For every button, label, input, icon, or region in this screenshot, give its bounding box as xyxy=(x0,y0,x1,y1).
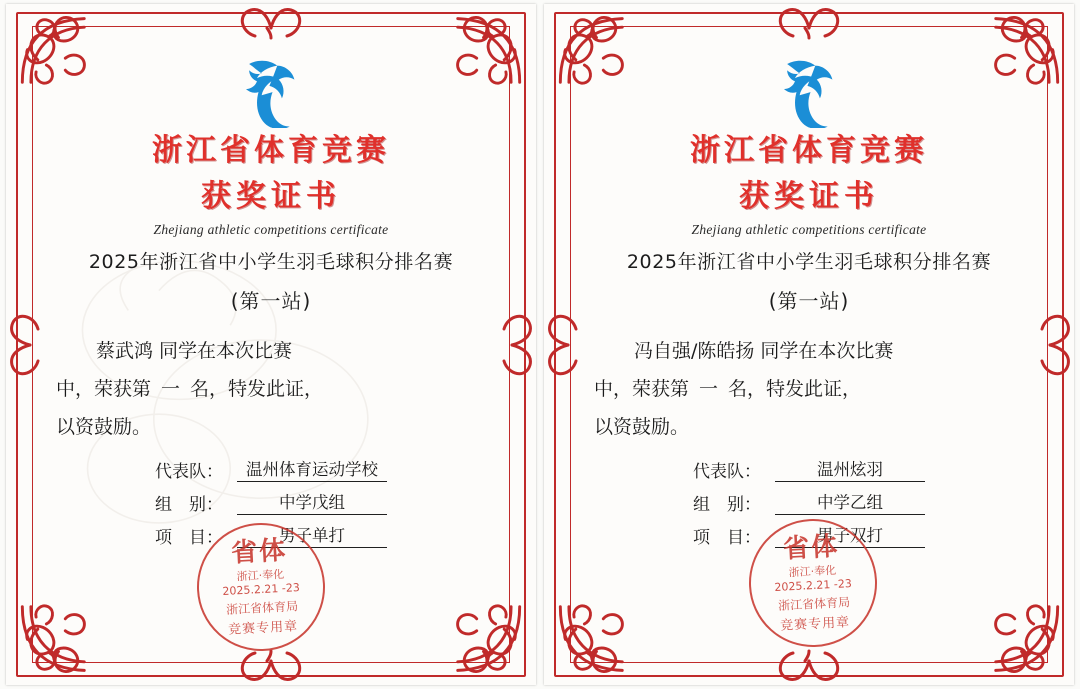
field-label-team: 代表队： xyxy=(155,461,223,482)
award-body xyxy=(40,332,502,446)
field-row xyxy=(693,489,925,515)
seal-organization: 浙江省体育局 xyxy=(225,599,299,617)
seal-purpose: 竞赛专用章 xyxy=(227,619,299,638)
certificate-left xyxy=(6,4,536,685)
award-line-1 xyxy=(56,332,486,370)
field-value-event: 男子单打 xyxy=(237,522,387,548)
award-line-2-prefix: 中，荣获第 xyxy=(594,377,690,400)
award-line-2-suffix: 名，特发此证， xyxy=(728,377,862,400)
title-english: Zhejiang athletic competitions certificate xyxy=(691,221,927,237)
award-rank: 一 xyxy=(161,377,181,400)
award-line-2-prefix: 中，荣获第 xyxy=(56,377,152,400)
field-value-team: 温州体育运动学校 xyxy=(237,456,387,482)
field-value-group: 中学乙组 xyxy=(775,489,925,515)
field-value-event: 男子双打 xyxy=(775,522,925,548)
award-rank: 一 xyxy=(699,377,719,400)
seal-location: 浙江·奉化 xyxy=(788,563,837,580)
recipient-name: 蔡武鸿 xyxy=(96,339,154,362)
event-station: (第一站) xyxy=(230,288,312,313)
award-line-2 xyxy=(56,370,486,408)
seal-organization: 浙江省体育局 xyxy=(777,595,851,613)
field-label-team: 代表队： xyxy=(693,461,761,482)
edge-ornament-icon xyxy=(1038,285,1072,405)
field-value-team: 温州炫羽 xyxy=(775,456,925,482)
field-value-group: 中学戊组 xyxy=(237,489,387,515)
award-body xyxy=(578,332,1040,446)
edge-ornament-icon xyxy=(546,285,580,405)
badminton-bird-logo-icon xyxy=(232,50,310,128)
award-line-1 xyxy=(594,332,1024,370)
title-english: Zhejiang athletic competitions certificate xyxy=(153,221,389,237)
seal-center-text: 省体 xyxy=(230,535,288,569)
event-name: 2025年浙江省中小学生羽毛球积分排名赛 xyxy=(626,250,992,273)
seal-purpose: 竞赛专用章 xyxy=(779,615,851,634)
field-label-group: 组 别： xyxy=(693,494,761,515)
badminton-bird-logo-icon xyxy=(770,50,848,128)
edge-ornament-icon xyxy=(500,285,534,405)
award-line-1-suffix: 同学在本次比赛 xyxy=(760,339,894,362)
award-line-2 xyxy=(594,370,1024,408)
page-title: 浙江省体育竞赛 xyxy=(690,133,928,168)
event-station: (第一站) xyxy=(768,288,850,313)
award-line-2-suffix: 名，特发此证， xyxy=(190,377,324,400)
event-name: 2025年浙江省中小学生羽毛球积分排名赛 xyxy=(88,250,454,273)
award-line-3: 以资鼓励。 xyxy=(594,415,690,438)
award-line-3: 以资鼓励。 xyxy=(56,415,152,438)
seal-date: 2025.2.21 -23 xyxy=(222,580,301,599)
award-line-1-suffix: 同学在本次比赛 xyxy=(159,339,293,362)
certificate-right xyxy=(544,4,1074,685)
field-label-group: 组 别： xyxy=(155,494,223,515)
field-row xyxy=(155,489,387,515)
seal-location: 浙江·奉化 xyxy=(236,567,285,584)
page-subtitle: 获奖证书 xyxy=(201,178,341,214)
field-row xyxy=(155,456,387,482)
field-row xyxy=(693,456,925,482)
recipient-name: 冯自强/陈皓扬 xyxy=(634,339,755,362)
page-title: 浙江省体育竞赛 xyxy=(152,133,390,168)
seal-center-text: 省体 xyxy=(782,531,840,565)
field-label-event: 项 目： xyxy=(155,527,223,548)
seal-date: 2025.2.21 -23 xyxy=(774,576,853,595)
edge-ornament-icon xyxy=(8,285,42,405)
page-subtitle: 获奖证书 xyxy=(739,178,879,214)
field-label-event: 项 目： xyxy=(693,527,761,548)
